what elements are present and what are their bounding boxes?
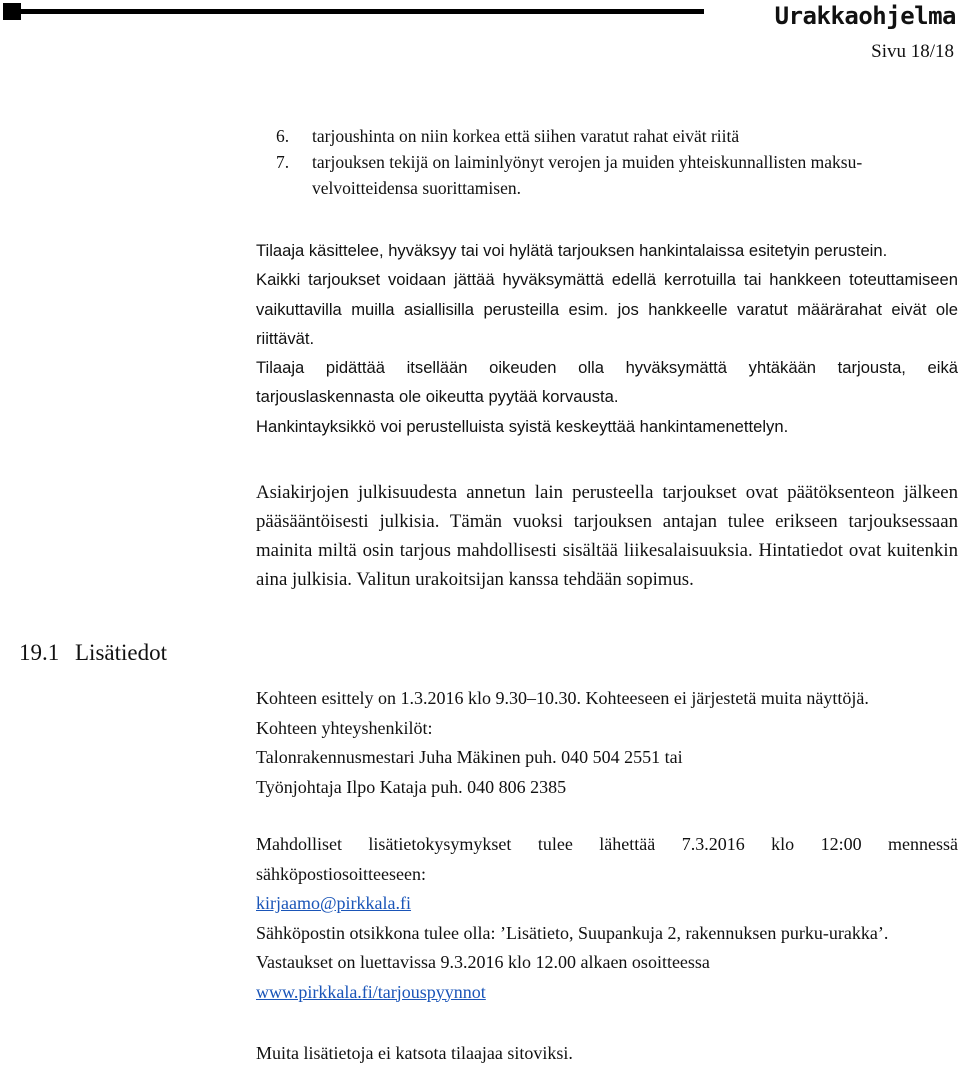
contact-person: Talonrakennusmestari Juha Mäkinen puh. 040 504 2551 tai bbox=[256, 747, 683, 767]
paragraph-line: Hankintayksikkö voi perustelluista syistä keskeyttää hankintamenettelyn. bbox=[256, 416, 789, 436]
rejection-criteria-list bbox=[276, 123, 960, 201]
paragraph-line: Tilaaja pidättää itsellään oikeuden olla hyväksymättä yhtäkään tarjousta, eikä tarjouslaskennasta ole oikeutta pyytää korvausta. bbox=[256, 358, 958, 407]
contact-block bbox=[256, 684, 958, 802]
page-number: Sivu 18/18 bbox=[871, 41, 954, 62]
footer-note-text: Muita lisätietoja ei katsota tilaajaa sitoviksi. bbox=[256, 1043, 573, 1063]
document-title: Urakkaohjelma bbox=[774, 2, 956, 30]
questions-block bbox=[256, 830, 958, 1007]
header-square-mark bbox=[3, 3, 21, 20]
list-item-number: 7. bbox=[276, 152, 290, 172]
list-item-text: tarjouksen tekijä on laiminlyönyt verojen ja muiden yhteiskunnallisten maksu-velvoitteidensa suorittamisen. bbox=[312, 152, 863, 198]
paragraph-text: Asiakirjojen julkisuudesta annetun lain perusteella tarjoukset ovat päätöksenteon jälkeen pääsääntöisesti julkisia. Tämän vuoksi tarjouksen antajan tulee erikseen tarjouksessaan mainita miltä osin tarjous mahdollisesti sisältää liikesalaisuuksia. Hintatiedot ovat kuitenkin aina julkisia. Valitun urakoitsijan kanssa tehdään sopimus. bbox=[256, 482, 958, 590]
section-heading bbox=[19, 640, 167, 666]
answers-info: Vastaukset on luettavissa 9.3.2016 klo 12.00 alkaen osoitteessa bbox=[256, 952, 710, 972]
footer-note bbox=[256, 1039, 958, 1069]
email-link[interactable]: kirjaamo@pirkkala.fi bbox=[256, 893, 412, 913]
viewing-info: Kohteen esittely on 1.3.2016 klo 9.30–10.30. Kohteeseen ei järjestetä muita näyttöjä. bbox=[256, 688, 869, 708]
list-item-number: 6. bbox=[276, 126, 290, 146]
contact-person: Työnjohtaja Ilpo Kataja puh. 040 806 2385 bbox=[256, 776, 567, 797]
publicity-paragraph bbox=[256, 478, 958, 594]
list-item bbox=[276, 123, 960, 149]
section-number: 19.1 bbox=[19, 640, 60, 665]
paragraph-line: Kaikki tarjoukset voidaan jättää hyväksymättä edellä kerrotuilla tai hankkeen toteuttamiseen vaikuttavilla muilla asiallisilla perusteilla esim. jos hankkeelle varatut määrärahat eivät ole riittävät. bbox=[256, 270, 958, 348]
subject-instruction: Sähköpostin otsikkona tulee olla: ’Lisätieto, Suupankuja 2, rakennuksen purku-urakka’. bbox=[256, 922, 889, 943]
paragraph-line: Tilaaja käsittelee, hyväksyy tai voi hylätä tarjouksen hankintalaissa esitetyin perustein. bbox=[256, 241, 888, 260]
header-rule bbox=[21, 9, 704, 14]
answers-url-link[interactable]: www.pirkkala.fi/tarjouspyynnot bbox=[256, 981, 486, 1002]
list-item-text: tarjoushinta on niin korkea että siihen varatut rahat eivät riitä bbox=[312, 126, 740, 146]
evaluation-paragraph bbox=[256, 236, 958, 441]
contacts-heading: Kohteen yhteyshenkilöt: bbox=[256, 717, 433, 738]
list-item bbox=[276, 149, 960, 201]
questions-text: Mahdolliset lisätietokysymykset tulee lähettää 7.3.2016 klo 12:00 mennessä sähköpostiosoitteeseen: bbox=[256, 834, 958, 884]
section-title: Lisätiedot bbox=[75, 640, 167, 665]
